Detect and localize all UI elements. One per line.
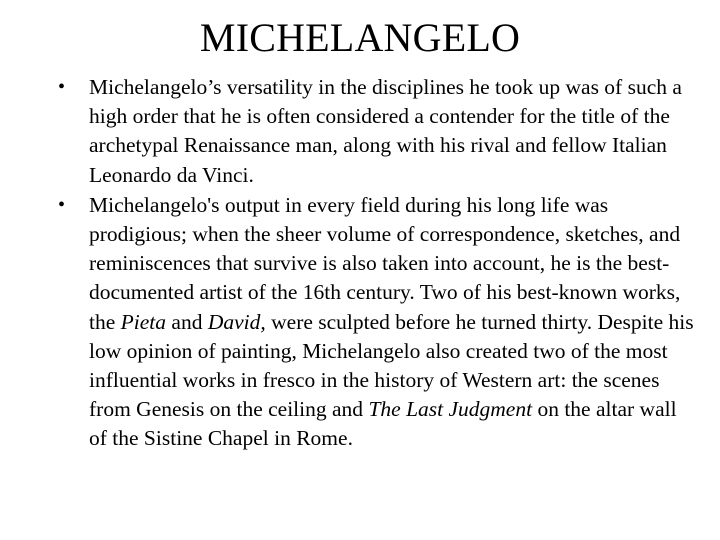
bullet-2-segment-1: Michelangelo's output in every field during his long life was prodigious; when the sheer volume of correspondence, sketches, and reminiscences that survive is also taken into account, he is the best-documented artist of the 16th century. Two of his best-known works, the xyxy=(89,192,681,334)
bullet-text-2 xyxy=(89,193,694,451)
slide-title: MICHELANGELO xyxy=(199,15,521,60)
artwork-title-pieta: Pieta xyxy=(120,309,167,334)
bullet-icon: • xyxy=(58,76,66,98)
bullet-2-segment-3: were sculpted before he turned thirty. Despite his low opinion of painting, Michelangelo also created two of the most influential works in fresco in the history of Western art: the scenes from Genesis on the ceiling and xyxy=(89,309,694,422)
artwork-title-last-judgment: The Last Judgment xyxy=(368,397,533,422)
bullet-icon: • xyxy=(58,193,66,216)
bullet-2-segment-2: and xyxy=(166,309,208,334)
bullet-text-1: Michelangelo’s versatility in the disciplines he took up was of such a high order that he is often considered a contender for the title of the archetypal Renaissance man, along with his rival and fellow Italian Leonardo da Vinci. xyxy=(89,75,682,187)
bullet-item-1 xyxy=(58,73,698,190)
bullet-2-segment-4: on the altar wall of the Sistine Chapel in Rome. xyxy=(89,397,677,451)
bullet-list xyxy=(58,73,698,455)
artwork-title-david: David, xyxy=(207,309,266,334)
bullet-item-2 xyxy=(58,191,698,454)
